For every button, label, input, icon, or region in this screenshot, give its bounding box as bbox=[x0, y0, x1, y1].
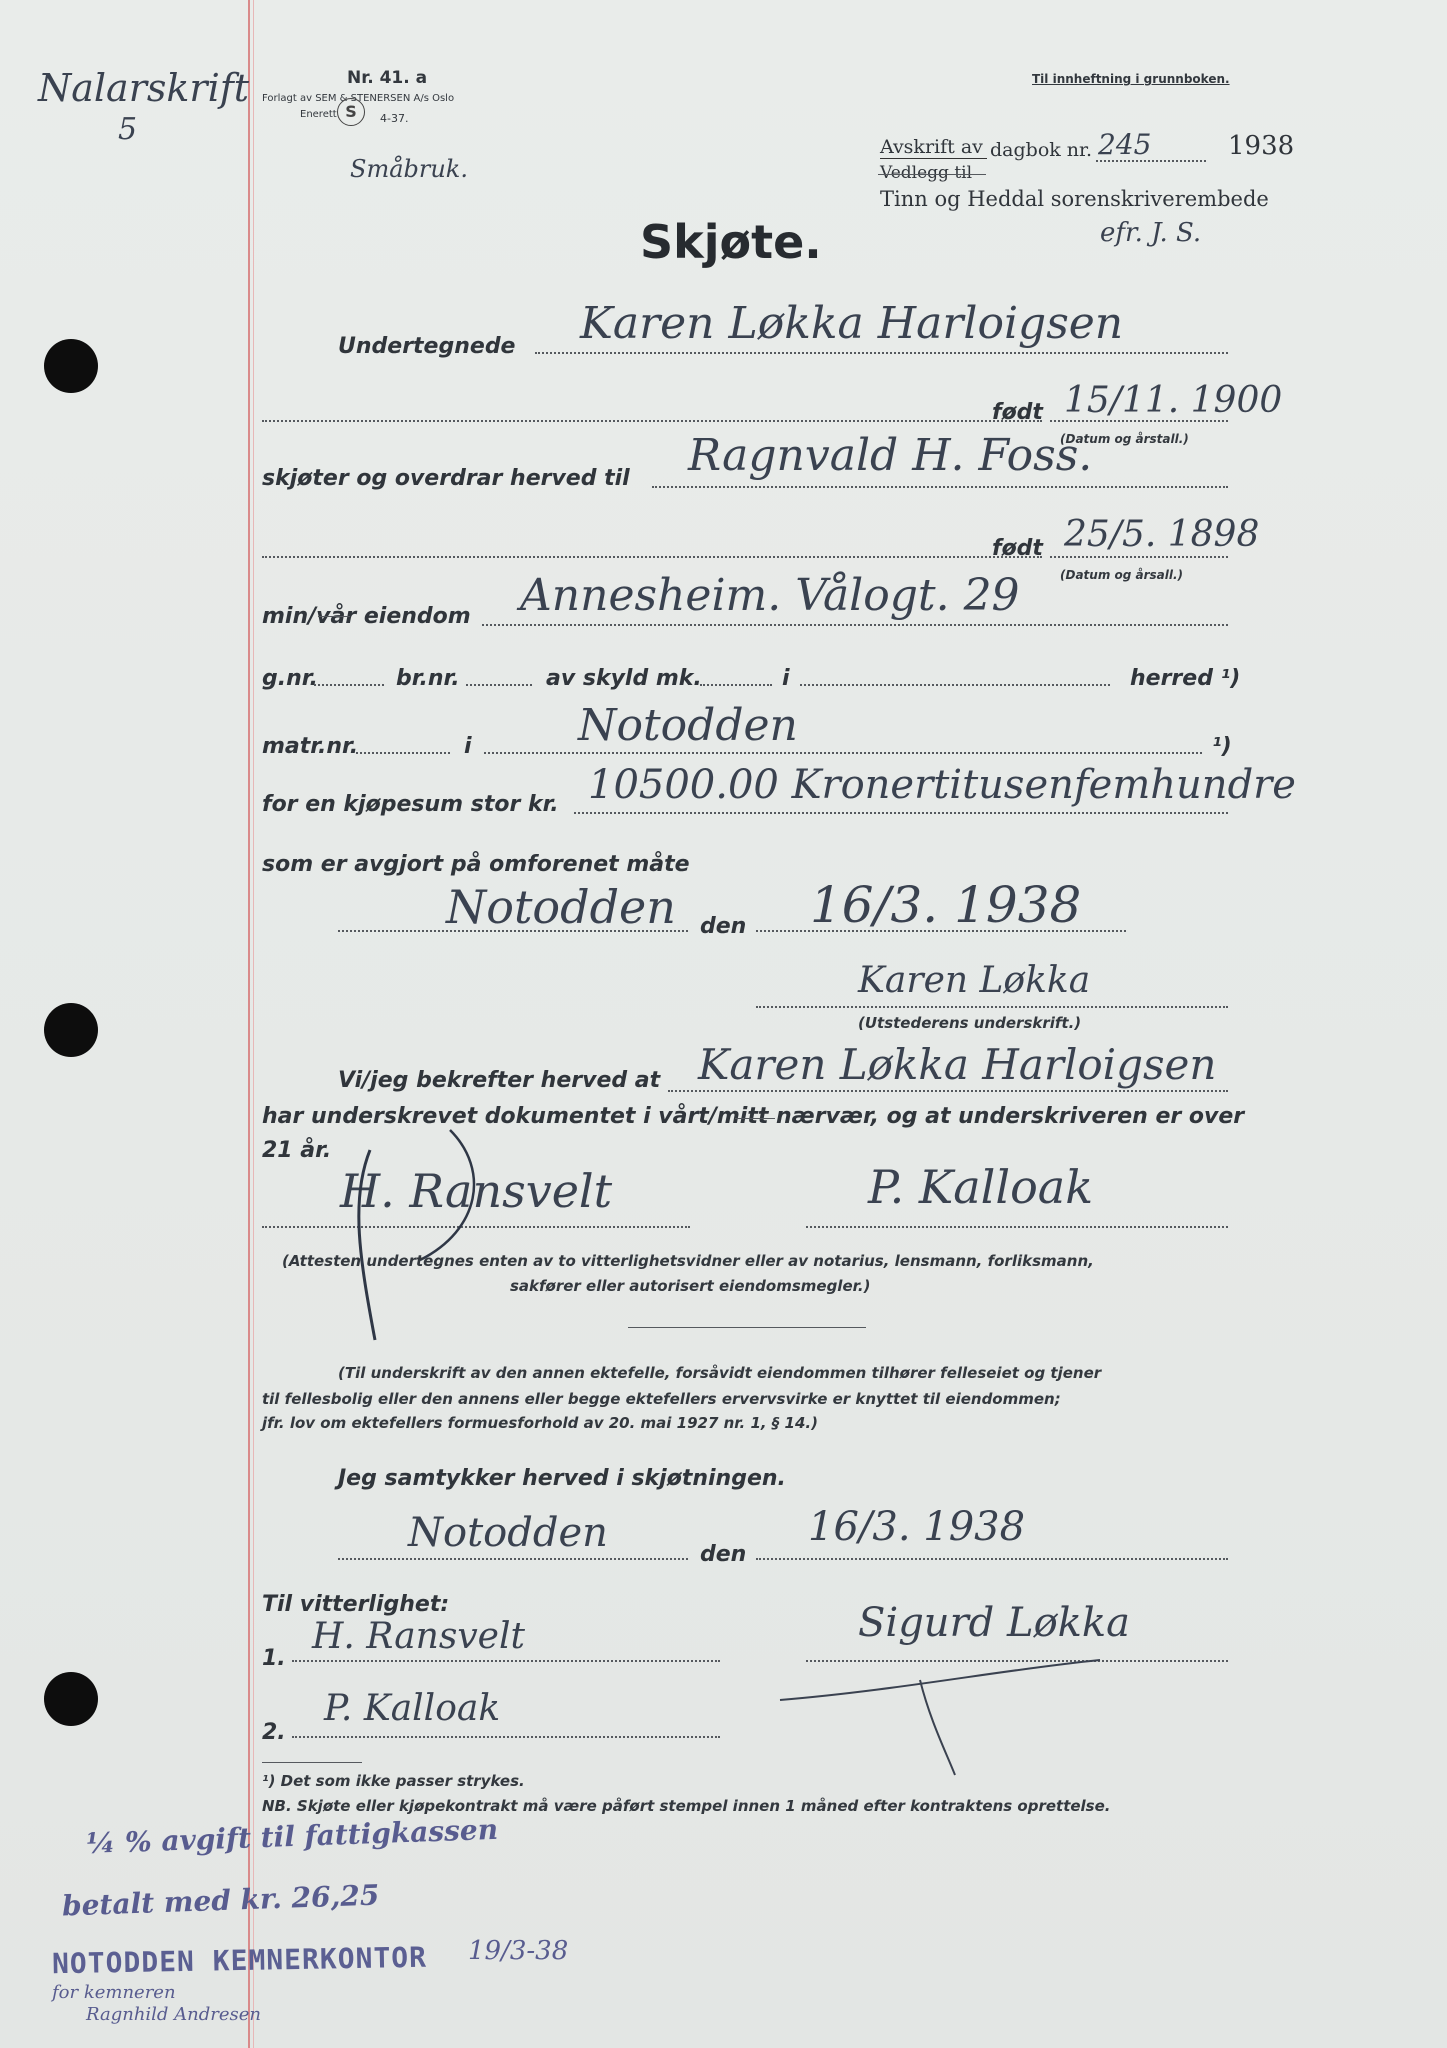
binding-note: Til innheftning i grunnboken. bbox=[1032, 72, 1230, 86]
matr-value: Notodden bbox=[578, 700, 798, 751]
eiendom-dots bbox=[482, 624, 1228, 626]
matr-dots bbox=[356, 752, 450, 754]
har-line: har underskrevet dokumentet i vårt/mitt nærvær, og at underskriveren er over bbox=[262, 1104, 1245, 1129]
undertegnede-dots bbox=[535, 352, 1228, 354]
skjoter-dots bbox=[652, 486, 1228, 488]
i-dots bbox=[800, 684, 1110, 686]
kjopesum-label: for en kjøpesum stor kr. bbox=[262, 792, 559, 817]
dagbok-dots bbox=[1096, 160, 1206, 162]
witness2-number: 2. bbox=[262, 1720, 286, 1745]
for-kemneren: for kemneren bbox=[52, 1982, 176, 2003]
spouse-note-2: til fellesbolig eller den annens eller begge ektefellers ervervsvirke er knyttet til eiendommen; bbox=[262, 1390, 1061, 1408]
date2-dots bbox=[756, 1558, 1228, 1560]
punch-hole-bottom bbox=[44, 1672, 98, 1726]
herred-label: herred ¹) bbox=[1130, 666, 1241, 691]
dagbok-number: 245 bbox=[1098, 128, 1152, 161]
eiendom-label: min/vår eiendom bbox=[262, 604, 471, 629]
gnr-label: g.nr. bbox=[262, 666, 318, 691]
date1-dots bbox=[756, 930, 1126, 932]
witness1-signature: H. Ransvelt bbox=[312, 1616, 525, 1657]
margin-note: Nalarskrift bbox=[38, 66, 250, 110]
brnr-label: br.nr. bbox=[396, 666, 460, 691]
form-edition: 4-37. bbox=[380, 112, 409, 125]
skyld-dots bbox=[700, 684, 772, 686]
office-note: efr. J. S. bbox=[1100, 218, 1202, 248]
fodt1-value: 15/11. 1900 bbox=[1064, 380, 1283, 421]
fee-line-1: ¼ % avgift til fattigkassen bbox=[85, 1812, 499, 1861]
date1: 16/3. 1938 bbox=[810, 876, 1082, 934]
den2-label: den bbox=[700, 1542, 747, 1567]
bekrefter-label: Vi/jeg bekrefter herved at bbox=[338, 1068, 661, 1093]
punch-hole-top bbox=[44, 339, 98, 393]
spouse-note-3: jfr. lov om ektefellers formuesforhold av 20. mai 1927 nr. 1, § 14.) bbox=[262, 1414, 818, 1432]
attest-note-2: sakfører eller autorisert eiendomsmegler.) bbox=[510, 1277, 871, 1295]
attest-note-1: (Attesten undertegnes enten av to vitterlighetsvidner eller av notarius, lensmann, forliksmann, bbox=[282, 1252, 1094, 1270]
kemner-signature: Ragnhild Andresen bbox=[86, 2004, 262, 2025]
brnr-dots bbox=[466, 684, 532, 686]
matr-value-dots bbox=[484, 752, 1202, 754]
footnote-1: ¹) Det som ikke passer strykes. bbox=[262, 1772, 525, 1790]
datum-hint2: (Datum og årsall.) bbox=[1060, 568, 1184, 582]
datum-hint1: (Datum og årstall.) bbox=[1060, 432, 1189, 446]
var-strike bbox=[318, 616, 350, 617]
fodt2-label: født bbox=[992, 536, 1043, 561]
issuer-signature-dots bbox=[756, 1006, 1228, 1008]
spouse-flourish bbox=[700, 1640, 1120, 1780]
publisher: Forlagt av SEM & STENERSEN A/s Oslo bbox=[262, 93, 455, 104]
witness2-signature: P. Kalloak bbox=[324, 1688, 501, 1729]
margin-rule bbox=[248, 0, 250, 2048]
utsteder-label: (Utstederens underskrift.) bbox=[858, 1014, 1082, 1032]
vedlegg-strike bbox=[878, 174, 986, 175]
undertegnede-value: Karen Løkka Harloigsen bbox=[580, 298, 1124, 349]
footnote-rule bbox=[262, 1762, 362, 1763]
skyld-label: av skyld mk. bbox=[546, 666, 702, 691]
samtykker-label: Jeg samtykker herved i skjøtningen. bbox=[338, 1466, 786, 1491]
witness-dots-2 bbox=[806, 1226, 1228, 1228]
fodt1-value-dots bbox=[1050, 420, 1228, 422]
skjoter-label: skjøter og overdrar herved til bbox=[262, 466, 630, 491]
witness1-dots bbox=[292, 1660, 720, 1662]
spouse-signature: Sigurd Løkka bbox=[858, 1600, 1130, 1646]
rights: Enerett bbox=[300, 109, 337, 120]
kemnerkontor-stamp: NOTODDEN KEMNERKONTOR bbox=[51, 1940, 428, 1981]
fodt1-label: født bbox=[992, 400, 1043, 425]
stamp-date: 19/3-38 bbox=[468, 1936, 569, 1966]
bekrefter-dots bbox=[668, 1090, 1228, 1092]
matr-label: matr.nr. bbox=[262, 734, 359, 759]
signature-flourish bbox=[330, 1110, 530, 1350]
place1: Notodden bbox=[446, 880, 676, 934]
document-title: Skjøte. bbox=[640, 215, 822, 269]
footnote-nb: NB. Skjøte eller kjøpekontrakt må være påført stempel innen 1 måned efter kontraktens oprettelse. bbox=[262, 1797, 1111, 1815]
date2: 16/3. 1938 bbox=[808, 1504, 1026, 1550]
eiendom-value: Annesheim. Vålogt. 29 bbox=[520, 570, 1020, 621]
place2: Notodden bbox=[408, 1510, 608, 1556]
fodt1-dots bbox=[262, 420, 1042, 422]
vitterlighet-label: Til vitterlighet: bbox=[262, 1592, 450, 1617]
publisher-logo: S bbox=[337, 98, 365, 126]
punch-hole-middle bbox=[44, 1003, 98, 1057]
spouse-note-1: (Til underskrift av den annen ektefelle, forsåvidt eiendommen tilhører felleseiet og tjener bbox=[338, 1364, 1102, 1382]
place2-dots bbox=[338, 1558, 688, 1560]
avskrift-label: Avskrift av bbox=[880, 136, 987, 159]
matr-i-label: i bbox=[464, 734, 472, 759]
gnr-dots bbox=[314, 684, 384, 686]
bekrefter-value: Karen Løkka Harloigsen bbox=[698, 1040, 1217, 1089]
fodt2-value: 25/5. 1898 bbox=[1064, 514, 1260, 555]
mitt-strike bbox=[735, 1118, 775, 1119]
dagbok-label: dagbok nr. bbox=[990, 139, 1093, 161]
fee-line-2: betalt med kr. 26,25 bbox=[61, 1878, 380, 1923]
kjopesum-dots bbox=[574, 812, 1228, 814]
place1-dots bbox=[338, 930, 688, 932]
witness1-number: 1. bbox=[262, 1646, 286, 1671]
undertegnede-label: Undertegnede bbox=[338, 334, 516, 359]
office-name: Tinn og Heddal sorenskriverembede bbox=[880, 187, 1269, 211]
margin-note-number: 5 bbox=[118, 112, 138, 147]
form-number: Nr. 41. a bbox=[347, 68, 428, 88]
skjoter-value: Ragnvald H. Foss. bbox=[688, 430, 1093, 481]
kjopesum-value: 10500.00 Kronertitusenfemhundre bbox=[588, 762, 1296, 808]
dagbok-year: 1938 bbox=[1228, 131, 1295, 161]
witness2-dots bbox=[292, 1736, 720, 1738]
issuer-signature: Karen Løkka bbox=[858, 960, 1091, 1001]
fodt2-dots bbox=[262, 556, 1042, 558]
witness-signature-1: H. Ransvelt bbox=[340, 1164, 613, 1218]
margin-rule-shadow bbox=[253, 0, 254, 2048]
den-label: den bbox=[700, 914, 747, 939]
section-divider bbox=[628, 1327, 866, 1328]
smallholding-note: Småbruk. bbox=[350, 155, 468, 183]
age-line: 21 år. bbox=[262, 1138, 332, 1163]
fodt2-value-dots bbox=[1050, 556, 1228, 558]
vedlegg-label: Vedlegg til bbox=[880, 163, 973, 183]
witness-signature-2: P. Kalloak bbox=[868, 1160, 1094, 1214]
matr-note: ¹) bbox=[1212, 734, 1232, 759]
avgjort-label: som er avgjort på omforenet måte bbox=[262, 852, 690, 877]
i-label: i bbox=[782, 666, 790, 691]
